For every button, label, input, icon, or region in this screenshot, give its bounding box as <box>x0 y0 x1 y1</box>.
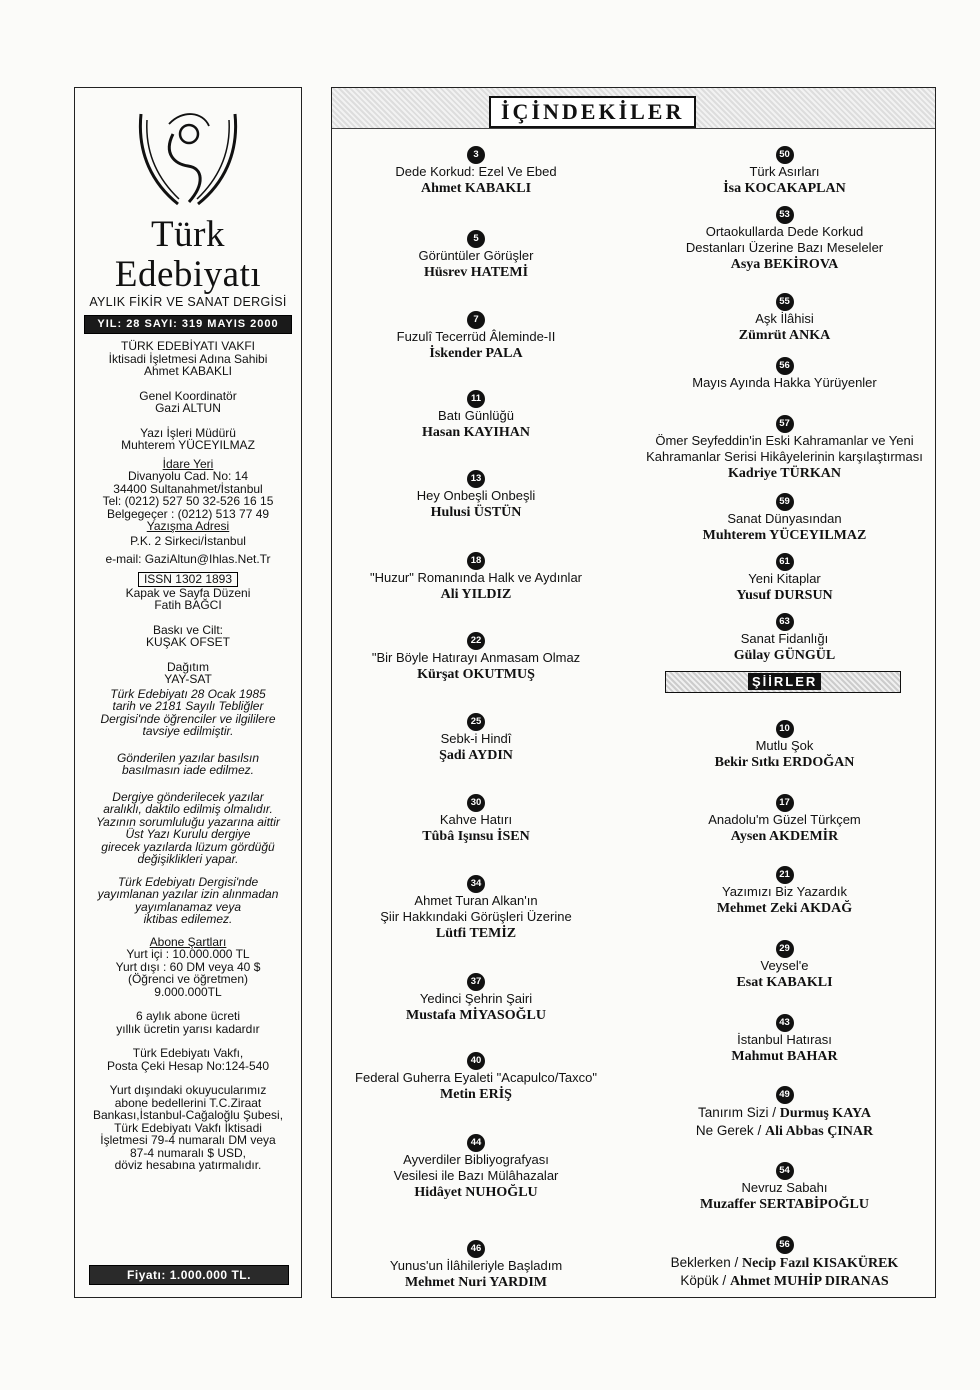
toc-entry <box>332 388 620 441</box>
editor-block: Yazı İşleri Müdürü Muhterem YÜCEYILMAZ <box>121 425 255 452</box>
copyright-notice: Türk Edebiyatı Dergisi'nde yayımlanan yazılar izin alınmadan yayımlanamaz veya iktibas edilemez. <box>97 874 279 926</box>
toc-entry <box>632 551 937 604</box>
abroad-block: Yurt dışındaki okuyucularımız abone bedellerini T.C.Ziraat Bankası,İstanbul-Cağaloğlu Şubesi, Türk Edebiyatı Vakfı İktisadi İşletmesi 79-4 numaralı DM veya 87-4 numaralı $ USD, döviz hesabına yatırmalıdır. <box>92 1083 284 1172</box>
entry-title: Vesilesi ile Bazı Mülâhazalar <box>393 1168 559 1183</box>
toc-entry <box>332 1238 620 1291</box>
print-block: Baskı ve Cilt: KUŞAK OFSET <box>145 622 231 649</box>
page-number-badge: 29 <box>776 940 794 958</box>
page-number-badge: 57 <box>776 415 794 433</box>
toc-entry <box>332 630 620 683</box>
coordinator-block: Genel Koordinatör Gazi ALTUN <box>139 388 237 415</box>
entry-title: Mayıs Ayında Hakka Yürüyenler <box>692 375 877 390</box>
submission-notice: Dergiye gönderilecek yazılar aralıklı, daktilo edilmiş olmalıdır. Yazının sorumluluğu yazarına aittir Üst Yazı Kurulu dergiye girecek yazılarda lüzum gördüğü değişiklikleri yapar. <box>96 789 280 866</box>
entry-author: Yusuf DURSUN <box>736 588 833 603</box>
issn-box: ISSN 1302 1893 <box>138 572 238 587</box>
page-number-badge: 63 <box>776 613 794 631</box>
entry-author: Mustafa MİYASOĞLU <box>406 1008 546 1023</box>
entry-title: Hey Onbeşli Onbeşli <box>416 488 536 503</box>
separator: / <box>718 1273 730 1288</box>
distribution-block: Dağıtım YAY-SAT <box>164 659 212 686</box>
entry-author: Hasan KAYIHAN <box>421 425 530 440</box>
toc-entry <box>632 792 937 845</box>
toc-entry <box>632 355 937 391</box>
page-number-badge: 43 <box>776 1014 794 1032</box>
entry-title: Köpük <box>680 1273 719 1288</box>
toc-entry <box>332 144 620 197</box>
entry-author: Kadriye TÜRKAN <box>728 466 841 481</box>
entry-author: Kürşat OKUTMUŞ <box>417 667 535 682</box>
toc-line <box>632 1122 937 1140</box>
toc-entry <box>632 1084 937 1140</box>
entry-title: Kahve Hatırı <box>439 812 513 827</box>
entry-title: Ömer Seyfeddin'in Eski Kahramanlar ve Yeni <box>655 433 914 448</box>
entry-title: Aşk İlâhisi <box>755 311 814 326</box>
toc-entry <box>632 291 937 344</box>
separator: / <box>753 1123 765 1138</box>
toc-entry <box>632 611 937 664</box>
entry-author: Gülay GÜNGÜL <box>733 648 836 663</box>
entry-title: "Bir Böyle Hatırayı Anmasam Olmaz <box>371 650 581 665</box>
toc-entry <box>332 1050 620 1103</box>
entry-author: Mahmut BAHAR <box>731 1049 838 1064</box>
entry-author: Tûbâ Işınsu İSEN <box>422 829 530 844</box>
toc-entry <box>332 1132 620 1201</box>
page-number-badge: 46 <box>467 1240 485 1258</box>
toc-entry <box>332 971 620 1024</box>
entry-title: Dede Korkud: Ezel Ve Ebed <box>395 164 557 179</box>
entry-title: Sebk-i Hindî <box>440 731 512 746</box>
page-number-badge: 55 <box>776 293 794 311</box>
entry-title: Veysel'e <box>760 958 809 973</box>
entry-author: Zümrüt ANKA <box>738 328 831 343</box>
entry-author: Lütfi TEMİZ <box>435 926 517 941</box>
page-number-badge: 21 <box>776 866 794 884</box>
toc-entry <box>632 718 937 771</box>
entry-author: Şadi AYDIN <box>439 748 513 763</box>
page-number-badge: 50 <box>776 146 794 164</box>
page-number-badge: 18 <box>467 552 485 570</box>
entry-author: Metin ERİŞ <box>440 1087 512 1102</box>
page-number-badge: 5 <box>467 230 485 248</box>
page-number-badge: 44 <box>467 1134 485 1152</box>
toc-entry <box>332 873 620 942</box>
toc-entry <box>332 550 620 603</box>
entry-author: Ali Abbas ÇINAR <box>764 1124 874 1139</box>
page-number-badge: 17 <box>776 794 794 812</box>
toc-entry <box>332 309 620 362</box>
entry-title: Sanat Fidanlığı <box>740 631 829 646</box>
entry-title: Yedinci Şehrin Şairi <box>419 991 533 1006</box>
page-number-badge: 49 <box>776 1086 794 1104</box>
page-number-badge: 56 <box>776 1236 794 1254</box>
entry-author: Asya BEKİROVA <box>730 257 839 272</box>
office-block: İdare Yeri Divanyolu Cad. No: 14 34400 Sultanahmet/İstanbul Tel: (0212) 527 50 32-526 16 15 Belgegeçer : (0212) 513 77 49 Yazışma Adresi P.K. 2 Sirkeci/İstanbul e-mail: GaziAltun@Ihlas.Net.Tr <box>102 456 274 566</box>
magazine-title: Türk Edebiyatı <box>114 214 262 295</box>
separator: / <box>768 1105 780 1120</box>
price-bar: Fiyatı: 1.000.000 TL. <box>89 1265 289 1285</box>
entry-author: Ahmet KABAKLI <box>420 181 532 196</box>
entry-title: Destanları Üzerine Bazı Meseleler <box>685 240 884 255</box>
entry-title: Türk Asırları <box>749 164 820 179</box>
entry-author: Necip Fazıl KISAKÜREK <box>741 1256 899 1271</box>
magazine-subtitle: AYLIK FİKİR VE SANAT DERGİSİ <box>89 295 287 309</box>
toc-entry <box>632 491 937 544</box>
entry-title: Görüntüler Görüşler <box>418 248 534 263</box>
masthead-panel <box>74 87 302 1298</box>
toc-entry <box>332 468 620 521</box>
toc-entry <box>632 413 937 482</box>
toc-entry <box>332 228 620 281</box>
toc-entry <box>632 144 937 197</box>
entry-title: Federal Guherra Eyaleti "Acapulco/Taxco" <box>355 1070 597 1085</box>
entry-title: Ne Gerek <box>695 1123 754 1138</box>
toc-entry <box>632 864 937 917</box>
poems-section-title: ŞİİRLER <box>748 673 821 690</box>
entry-title: Ayverdiler Bibliyografyası <box>403 1152 549 1167</box>
account-block: Türk Edebiyatı Vakfı, Posta Çeki Hesap No:124-540 <box>106 1046 270 1073</box>
owner-block: TÜRK EDEBİYATI VAKFI İktisadi İşletmesi Adına Sahibi Ahmet KABAKLI <box>108 339 268 378</box>
entry-title: Yeni Kitaplar <box>748 571 821 586</box>
entry-title: Anadolu'm Güzel Türkçem <box>708 812 861 827</box>
page-number-badge: 37 <box>467 973 485 991</box>
entry-title: Sanat Dünyasından <box>727 511 842 526</box>
contents-title: İÇİNDEKİLER <box>489 96 696 128</box>
toc-entry <box>632 1234 937 1290</box>
toc-entry <box>632 938 937 991</box>
entry-title: Yazımızı Biz Yazardık <box>722 884 847 899</box>
contents-header <box>332 88 935 129</box>
entry-title: Tanırım Sizi <box>698 1105 769 1120</box>
entry-author: Ali YILDIZ <box>440 587 512 602</box>
issn-block: ISSN 1302 1893 Kapak ve Sayfa Düzeni Fatih BAĞCI <box>125 571 251 612</box>
entry-title: "Huzur" Romanında Halk ve Aydınlar <box>369 570 583 585</box>
entry-author: Muzaffer SERTABİPOĞLU <box>700 1197 869 1212</box>
page-number-badge: 13 <box>467 470 485 488</box>
entry-author: Mehmet Nuri YARDIM <box>404 1275 548 1290</box>
entry-author: Hidâyet NUHOĞLU <box>414 1185 538 1200</box>
entry-title: Nevruz Sabahı <box>741 1180 828 1195</box>
page-number-badge: 3 <box>467 146 485 164</box>
contents-panel <box>331 87 936 1298</box>
page-number-badge: 54 <box>776 1162 794 1180</box>
entry-title: İstanbul Hatırası <box>737 1032 832 1047</box>
page-number-badge: 25 <box>467 713 485 731</box>
page-number-badge: 7 <box>467 311 485 329</box>
magazine-logo <box>133 104 243 209</box>
separator: / <box>730 1255 742 1270</box>
entry-title: Batı Günlüğü <box>438 408 514 423</box>
page-number-badge: 40 <box>467 1052 485 1070</box>
entry-title: Fuzulî Tecerrüd Âleminde-II <box>396 329 556 344</box>
entry-author: Bekir Sıtkı ERDOĞAN <box>714 755 855 770</box>
issue-bar: YIL: 28 SAYI: 319 MAYIS 2000 <box>84 315 292 334</box>
toc-entry <box>332 711 620 764</box>
entry-author: Hulusi ÜSTÜN <box>430 505 522 520</box>
toc-entry <box>332 792 620 845</box>
entry-title: Beklerken <box>670 1255 731 1270</box>
page-number-badge: 56 <box>776 357 794 375</box>
entry-title: Yunus'un İlâhileriyle Başladım <box>389 1258 563 1273</box>
entry-author: Hüsrev HATEMİ <box>423 265 529 280</box>
entry-title: Şiir Hakkındaki Görüşleri Üzerine <box>380 909 572 924</box>
entry-author: Muhterem YÜCEYILMAZ <box>702 528 867 543</box>
entry-title: Mutlu Şok <box>755 738 814 753</box>
entry-title: Kahramanlar Serisi Hikâyelerinin karşılaştırması <box>646 449 923 464</box>
entry-author: İskender PALA <box>429 346 523 361</box>
page-number-badge: 53 <box>776 206 794 224</box>
toc-entry <box>632 1160 937 1213</box>
entry-author: Aysen AKDEMİR <box>730 829 839 844</box>
toc-entry <box>632 204 937 273</box>
subscription-block: Abone Şartları Yurt içi : 10.000.000 TL Yurt dışı : 60 DM veya 40 $ (Öğrenci ve öğretmen) 9.000.000TL <box>115 934 261 999</box>
page-number-badge: 22 <box>467 632 485 650</box>
entry-title: Ortaokullarda Dede Korkud <box>705 224 864 239</box>
page-number-badge: 10 <box>776 720 794 738</box>
half-year-block: 6 aylık abone ücreti yıllık ücretin yarısı kadardır <box>116 1009 260 1036</box>
recommendation-notice: Türk Edebiyatı 28 Ocak 1985 tarih ve 2181 Sayılı Tebliğler Dergisi'nde öğrenciler ve ilgililere tavsiye edilmiştir. <box>100 686 276 738</box>
page-number-badge: 34 <box>467 875 485 893</box>
toc-line <box>632 1104 937 1122</box>
toc-line <box>632 1272 937 1290</box>
entry-author: Mehmet Zeki AKDAĞ <box>716 901 853 916</box>
page-number-badge: 59 <box>776 493 794 511</box>
entry-author: İsa KOCAKAPLAN <box>723 181 846 196</box>
entry-author: Esat KABAKLI <box>736 975 833 990</box>
return-notice: Gönderilen yazılar basılsın basılmasın iade edilmez. <box>116 750 260 777</box>
entry-author: Ahmet MUHİP DIRANAS <box>729 1274 889 1289</box>
poems-section-bar <box>665 671 901 693</box>
page-number-badge: 61 <box>776 553 794 571</box>
toc-line <box>632 1254 937 1272</box>
entry-author: Durmuş KAYA <box>779 1106 871 1121</box>
page-number-badge: 30 <box>467 794 485 812</box>
page-number-badge: 11 <box>467 390 485 408</box>
entry-title: Ahmet Turan Alkan'ın <box>414 893 538 908</box>
toc-entry <box>632 1012 937 1065</box>
